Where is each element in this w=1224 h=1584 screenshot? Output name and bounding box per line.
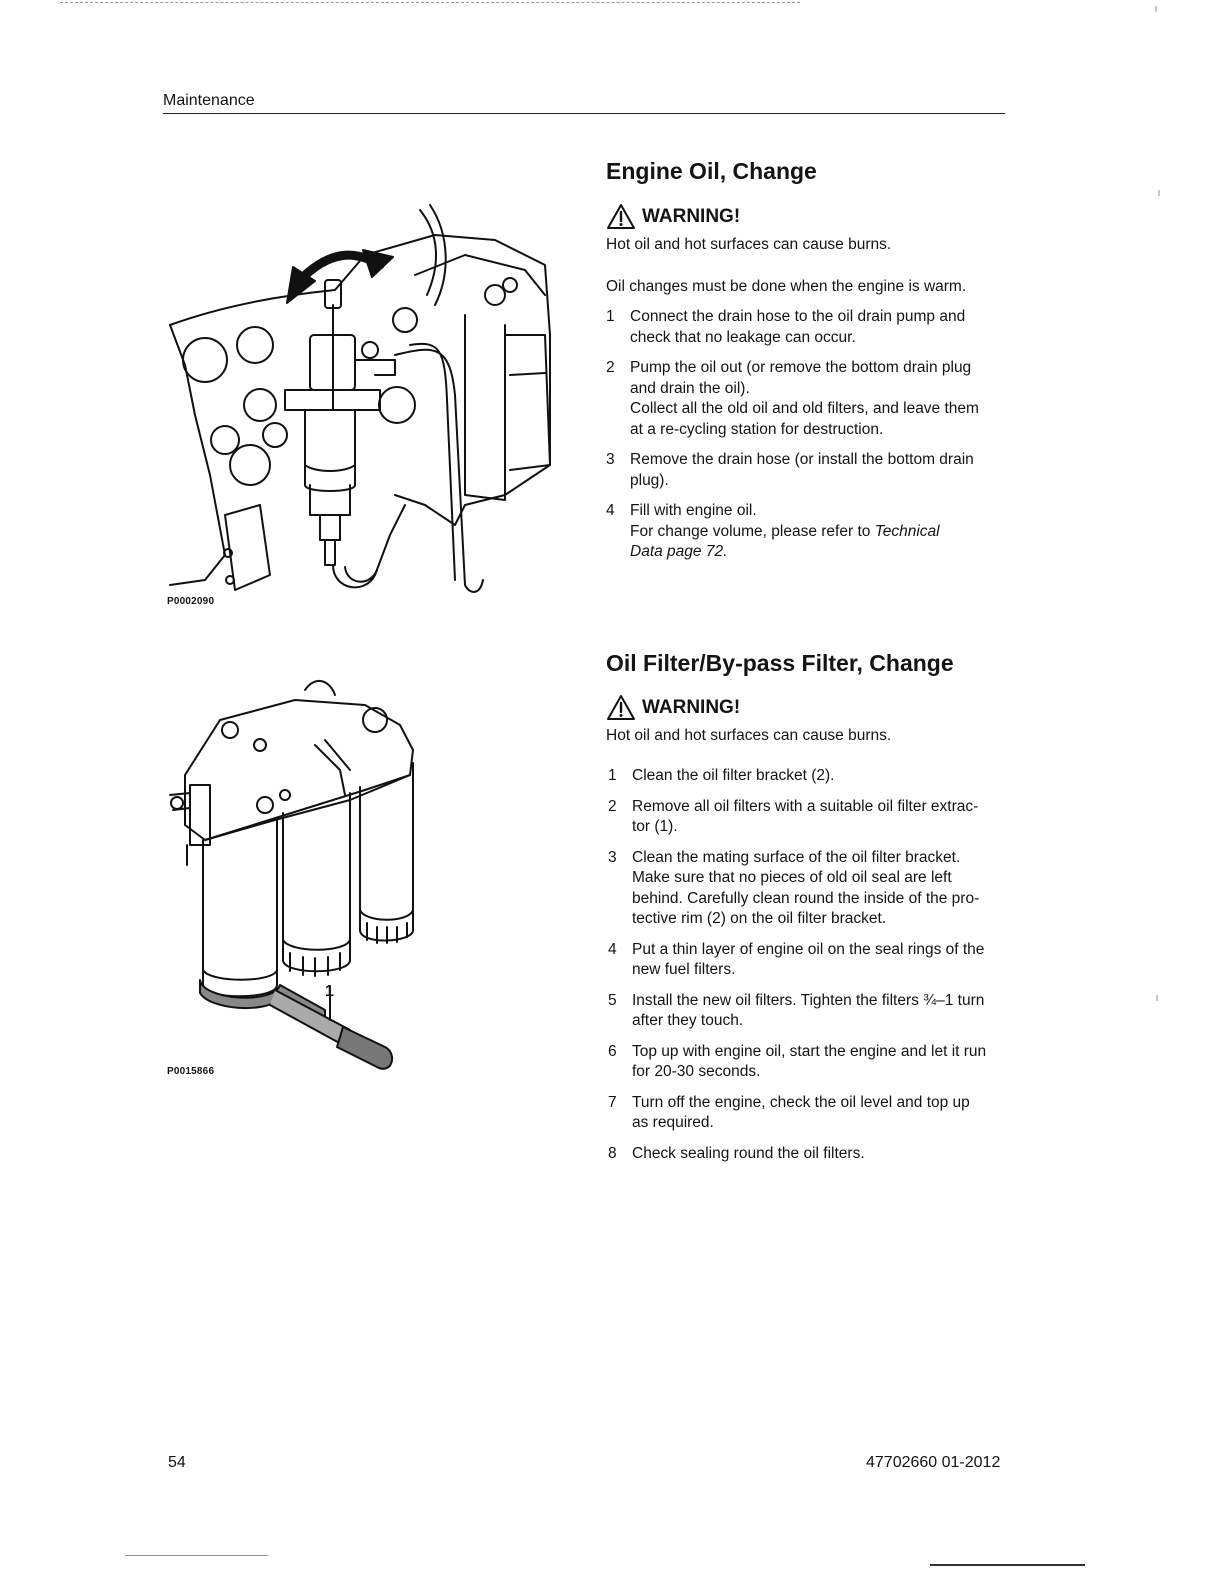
step-text: Clean the mating surface of the oil filter bracket. bbox=[632, 848, 961, 866]
step-number: 5 bbox=[608, 991, 617, 1009]
step-text: Turn off the engine, check the oil level and top up bbox=[632, 1093, 970, 1111]
cross-reference: Technical bbox=[874, 522, 940, 540]
list-item bbox=[608, 848, 1018, 930]
scan-edge-top bbox=[60, 2, 800, 6]
step-text: Clean the oil filter bracket (2). bbox=[632, 767, 835, 784]
oil-filter-illustration bbox=[165, 675, 425, 1085]
warning-engine-oil bbox=[606, 203, 740, 230]
warning-label: WARNING! bbox=[642, 205, 741, 227]
page-number: 54 bbox=[168, 1454, 186, 1471]
list-item bbox=[606, 501, 1016, 563]
callout-label: 1 bbox=[325, 983, 335, 1000]
header-rule bbox=[163, 113, 1005, 114]
step-text: Top up with engine oil, start the engine and let it run bbox=[632, 1042, 987, 1060]
step-text: Install the new oil filters. Tighten the filters ¾–1 turn bbox=[632, 991, 985, 1009]
step-text: new fuel filters. bbox=[632, 961, 736, 978]
step-text: plug). bbox=[630, 471, 669, 489]
list-item bbox=[608, 1093, 1018, 1134]
step-text: Remove the drain hose (or install the bottom drain bbox=[630, 451, 974, 468]
list-item bbox=[606, 358, 1016, 440]
warning-label: WARNING! bbox=[642, 696, 741, 718]
step-text: Remove all oil filters with a suitable oil filter extrac- bbox=[632, 797, 979, 815]
list-item bbox=[606, 307, 1016, 348]
section-title-engine-oil: Engine Oil, Change bbox=[606, 158, 817, 184]
step-number: 6 bbox=[608, 1042, 617, 1060]
scan-speck bbox=[1158, 190, 1160, 196]
step-text: Make sure that no pieces of old oil seal are left bbox=[632, 869, 952, 886]
step-number: 2 bbox=[608, 797, 617, 815]
step-text: For change volume, please refer to bbox=[630, 522, 871, 540]
step-text: Connect the drain hose to the oil drain pump and bbox=[630, 308, 966, 325]
list-item bbox=[608, 1144, 1018, 1165]
step-text: as required. bbox=[632, 1114, 714, 1131]
warning-triangle-icon bbox=[606, 203, 636, 230]
list-item bbox=[608, 940, 1018, 981]
oil-filter-steps bbox=[608, 766, 1018, 1174]
step-number: 8 bbox=[608, 1144, 617, 1162]
step-number: 1 bbox=[606, 308, 615, 325]
step-number: 4 bbox=[606, 502, 615, 519]
section-title-oil-filter: Oil Filter/By-pass Filter, Change bbox=[606, 650, 954, 676]
step-text: at a re-cycling station for destruction. bbox=[630, 420, 884, 438]
step-text: behind. Carefully clean round the inside of the pro- bbox=[632, 889, 980, 907]
scan-speck bbox=[1155, 6, 1157, 12]
figure-code: P0002090 bbox=[167, 596, 215, 607]
step-text: after they touch. bbox=[632, 1012, 744, 1029]
step-text: tective rim (2) on the oil filter bracket. bbox=[632, 910, 887, 927]
step-text: Collect all the old oil and old filters, and leave them bbox=[630, 400, 979, 417]
document-number: 47702660 01-2012 bbox=[866, 1454, 1001, 1471]
step-number: 3 bbox=[606, 451, 615, 468]
warning-text: Hot oil and hot surfaces can cause burns. bbox=[606, 236, 892, 253]
step-text: and drain the oil). bbox=[630, 379, 750, 397]
warning-text: Hot oil and hot surfaces can cause burns. bbox=[606, 727, 892, 744]
list-item bbox=[606, 450, 1016, 491]
engine-oil-steps bbox=[606, 307, 1016, 573]
step-text: Put a thin layer of engine oil on the seal rings of the bbox=[632, 940, 985, 958]
list-item bbox=[608, 1042, 1018, 1083]
warning-oil-filter bbox=[606, 694, 740, 721]
step-text: Fill with engine oil. bbox=[630, 502, 757, 519]
step-number: 7 bbox=[608, 1093, 617, 1111]
intro-text: Oil changes must be done when the engine is warm. bbox=[606, 278, 967, 295]
step-number: 2 bbox=[606, 359, 615, 376]
step-text: tor (1). bbox=[632, 818, 678, 835]
list-item bbox=[608, 766, 1018, 787]
cross-reference: Data page 72. bbox=[630, 543, 728, 560]
step-text: Pump the oil out (or remove the bottom drain plug bbox=[630, 359, 972, 376]
step-text: check that no leakage can occur. bbox=[630, 328, 856, 346]
step-number: 1 bbox=[608, 767, 617, 784]
step-text: for 20-30 seconds. bbox=[632, 1063, 761, 1080]
scan-edge-bottom-right bbox=[930, 1564, 1085, 1569]
list-item bbox=[608, 991, 1018, 1032]
step-number: 4 bbox=[608, 940, 617, 958]
scan-edge-bottom-left bbox=[125, 1555, 268, 1556]
section-header: Maintenance bbox=[163, 92, 255, 109]
list-item bbox=[608, 797, 1018, 838]
scan-speck bbox=[1156, 995, 1158, 1001]
figure-code: P0015866 bbox=[167, 1066, 215, 1077]
step-number: 3 bbox=[608, 848, 617, 866]
step-text: Check sealing round the oil filters. bbox=[632, 1144, 865, 1162]
engine-oil-pump-illustration bbox=[165, 195, 565, 615]
warning-triangle-icon bbox=[606, 694, 636, 721]
